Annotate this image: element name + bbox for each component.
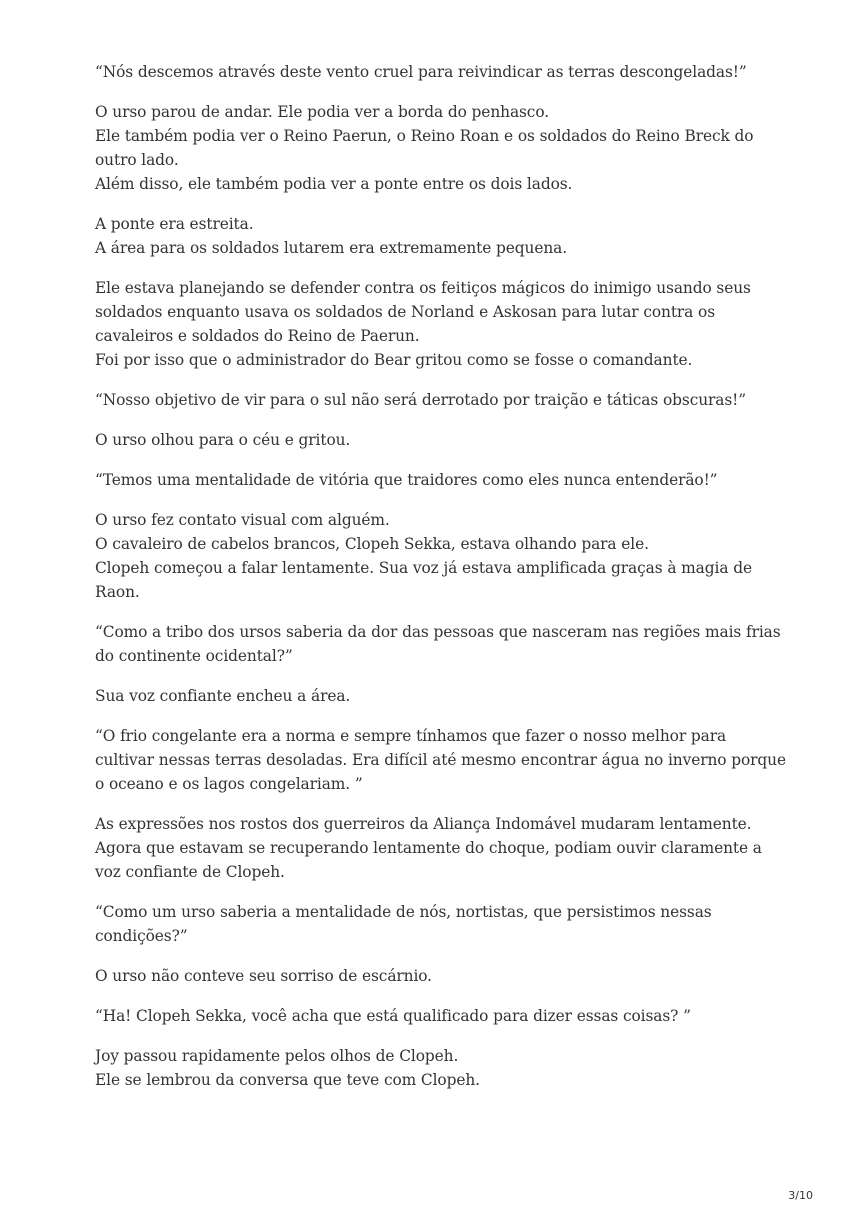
text-line: do continente ocidental?” (95, 647, 293, 665)
paragraph (95, 1044, 795, 1092)
paragraph (95, 276, 795, 372)
text-line: Clopeh começou a falar lentamente. Sua voz já estava amplificada graças à magia de (95, 559, 752, 577)
paragraph (95, 388, 795, 412)
text-line: voz confiante de Clopeh. (95, 863, 285, 881)
paragraph (95, 212, 795, 260)
text-line: “O frio congelante era a norma e sempre tínhamos que fazer o nosso melhor para (95, 727, 727, 745)
text-line: O urso não conteve seu sorriso de escárnio. (95, 967, 432, 985)
text-line: “Temos uma mentalidade de vitória que traidores como eles nunca entenderão!” (95, 471, 718, 489)
page-number: 3/10 (788, 1189, 813, 1202)
text-line: O urso parou de andar. Ele podia ver a borda do penhasco. (95, 103, 550, 121)
paragraph (95, 964, 795, 988)
text-line: outro lado. (95, 151, 179, 169)
paragraph (95, 60, 795, 84)
text-line: Raon. (95, 583, 140, 601)
paragraph (95, 428, 795, 452)
text-line: soldados enquanto usava os soldados de Norland e Askosan para lutar contra os (95, 303, 716, 321)
paragraph (95, 812, 795, 884)
paragraph (95, 100, 795, 196)
text-line: “Nós descemos através deste vento cruel para reivindicar as terras descongeladas!” (95, 63, 747, 81)
text-line: Ele se lembrou da conversa que teve com Clopeh. (95, 1071, 480, 1089)
text-line: A área para os soldados lutarem era extremamente pequena. (95, 239, 568, 257)
text-line: O urso olhou para o céu e gritou. (95, 431, 351, 449)
text-line: cavaleiros e soldados do Reino de Paerun. (95, 327, 420, 345)
paragraph (95, 508, 795, 604)
paragraph (95, 724, 795, 796)
text-line: Foi por isso que o administrador do Bear gritou como se fosse o comandante. (95, 351, 693, 369)
paragraph (95, 468, 795, 492)
paragraph (95, 684, 795, 708)
text-line: “Nosso objetivo de vir para o sul não será derrotado por traição e táticas obscuras!” (95, 391, 747, 409)
text-line: Ele estava planejando se defender contra os feitiços mágicos do inimigo usando seus (95, 279, 751, 297)
text-line: condições?” (95, 927, 188, 945)
text-line: O cavaleiro de cabelos brancos, Clopeh Sekka, estava olhando para ele. (95, 535, 649, 553)
text-line: o oceano e os lagos congelariam. ” (95, 775, 363, 793)
text-line: Sua voz confiante encheu a área. (95, 687, 351, 705)
paragraph (95, 620, 795, 668)
text-line: “Como a tribo dos ursos saberia da dor das pessoas que nasceram nas regiões mais frias (95, 623, 781, 641)
text-line: Além disso, ele também podia ver a ponte entre os dois lados. (95, 175, 573, 193)
text-line: Ele também podia ver o Reino Paerun, o Reino Roan e os soldados do Reino Breck do (95, 127, 754, 145)
text-line: O urso fez contato visual com alguém. (95, 511, 390, 529)
text-line: “Como um urso saberia a mentalidade de nós, nortistas, que persistimos nessas (95, 903, 712, 921)
text-line: Joy passou rapidamente pelos olhos de Clopeh. (95, 1047, 459, 1065)
paragraph (95, 1004, 795, 1028)
text-line: cultivar nessas terras desoladas. Era difícil até mesmo encontrar água no inverno porque (95, 751, 786, 769)
text-line: A ponte era estreita. (95, 215, 254, 233)
document-body (95, 60, 795, 1108)
text-line: Agora que estavam se recuperando lentamente do choque, podiam ouvir claramente a (95, 839, 762, 857)
text-line: “Ha! Clopeh Sekka, você acha que está qualificado para dizer essas coisas? ” (95, 1007, 691, 1025)
text-line: As expressões nos rostos dos guerreiros da Aliança Indomável mudaram lentamente. (95, 815, 752, 833)
paragraph (95, 900, 795, 948)
